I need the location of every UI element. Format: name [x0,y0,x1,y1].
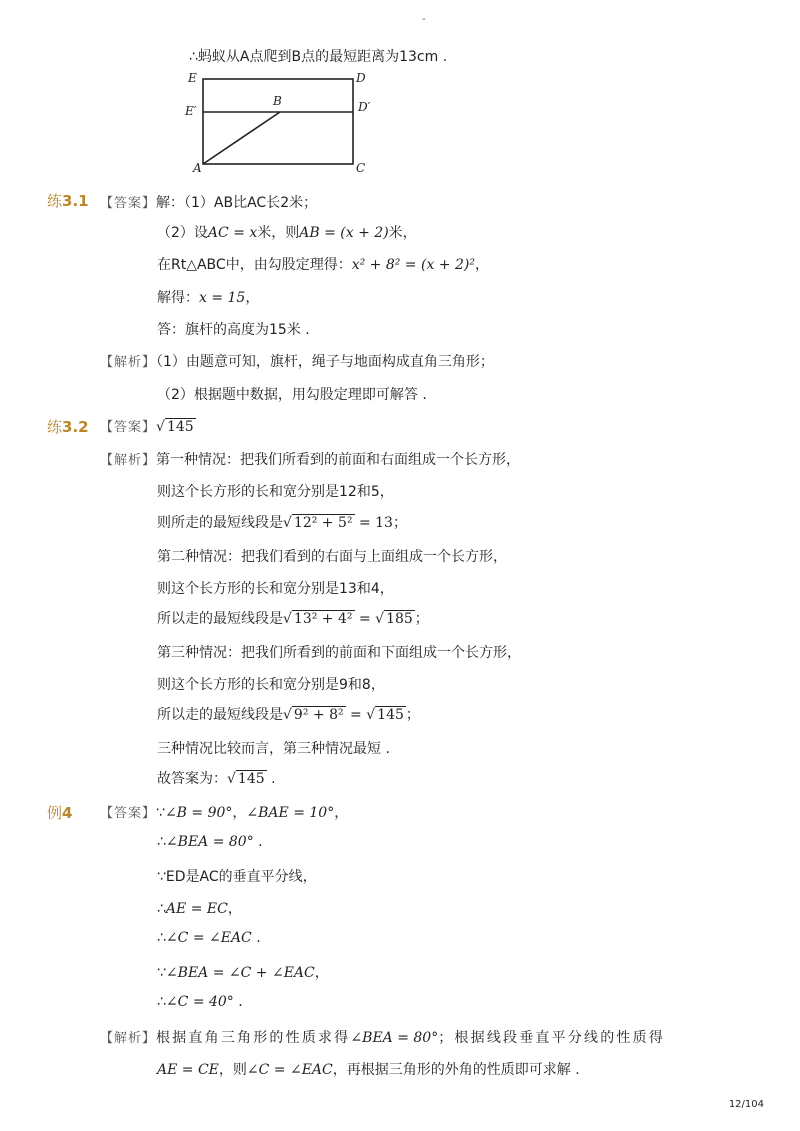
analysis-tag: 【解析】 [100,355,157,370]
ex32-line7: 第三种情况：把我们所看到的前面和下面组成一个长方形， [157,645,521,661]
answer-tag: 【答案】 [100,196,157,211]
ex31-answer-line1: 【答案】解：（1）AB比AC长2米； [100,195,318,211]
ex4-answer-line1: 【答案】∵∠B = 90°，∠BAE = 10°， [100,805,349,821]
rectangle-outline [203,79,353,164]
analysis-tag: 【解析】 [100,453,157,468]
ex31-analysis-line2: （2）根据题中数据，用勾股定理即可解答 . [157,387,427,403]
exercise-label-3-1: 练3.1 [47,192,89,210]
ex31-line3: 在Rt△ABC中，由勾股定理得：x² + 8² = (x + 2)²， [157,257,489,273]
ex4-line4: ∴AE = EC， [157,901,242,917]
answer-tag: 【答案】 [100,806,157,821]
example-label-4: 例4 [47,804,73,822]
ex32-line9: 所以走的最短线段是√ 9² + 8² = √ 145 ； [157,707,420,723]
ex32-analysis-line1: 【解析】第一种情况：把我们所看到的前面和右面组成一个长方形， [100,452,521,468]
ex31-line5: 答：旗杆的高度为15米 . [157,322,310,338]
line-a-b [203,112,280,164]
ex32-line4: 第二种情况：把我们看到的右面与上面组成一个长方形， [157,549,507,565]
ex4-analysis-line2: AE = CE，则∠C = ∠EAC，再根据三角形的外角的性质即可求解 . [157,1062,580,1078]
label-e1: E′ [185,104,197,118]
label-b: B [273,94,282,108]
ex32-line6: 所以走的最短线段是√ 13² + 4² = √ 185 ； [157,611,429,627]
intro-line: ∴蚂蚁从A点爬到B点的最短距离为13cm . [189,49,448,65]
ex32-line11: 故答案为：√ 145 . [157,771,276,787]
ex4-analysis-line1: 【解析】根据直角三角形的性质求得∠BEA = 80°；根据线段垂直平分线的性质得 [100,1030,666,1046]
label-d: D [356,71,366,85]
ex4-line3: ∵ED是AC的垂直平分线， [157,869,317,885]
label-d1: D′ [358,100,371,114]
ex4-line2: ∴∠BEA = 80° . [157,834,263,850]
ex32-line5: 则这个长方形的长和宽分别是13和4， [157,581,394,597]
ex4-line6: ∵∠BEA = ∠C + ∠EAC， [157,965,329,981]
ex32-line8: 则这个长方形的长和宽分别是9和8， [157,677,385,693]
ex31-line2: （2）设AC = x米，则AB = (x + 2)米， [157,225,417,241]
ex31-line4: 解得：x = 15， [157,290,260,306]
ex32-line2: 则这个长方形的长和宽分别是12和5， [157,484,394,500]
label-e: E [188,71,197,85]
ex4-line5: ∴∠C = ∠EAC . [157,930,261,946]
rectangle-figure [180,64,380,176]
ex32-line10: 三种情况比较而言，第三种情况最短 . [157,741,390,757]
label-c: C [356,161,366,175]
page-number: 12/104 [728,1099,764,1110]
top-mark: - [422,14,426,25]
ex31-analysis-line1: 【解析】（1）由题意可知，旗杆，绳子与地面构成直角三角形； [100,354,494,370]
analysis-tag: 【解析】 [100,1031,157,1046]
answer-tag: 【答案】 [100,420,157,435]
ex32-line3: 则所走的最短线段是√ 12² + 5² = 13； [157,515,407,531]
ex32-answer: 【答案】√ 145 [100,419,194,435]
exercise-label-3-2: 练3.2 [47,418,89,436]
ex4-line7: ∴∠C = 40° . [157,994,243,1010]
label-a: A [193,161,202,175]
